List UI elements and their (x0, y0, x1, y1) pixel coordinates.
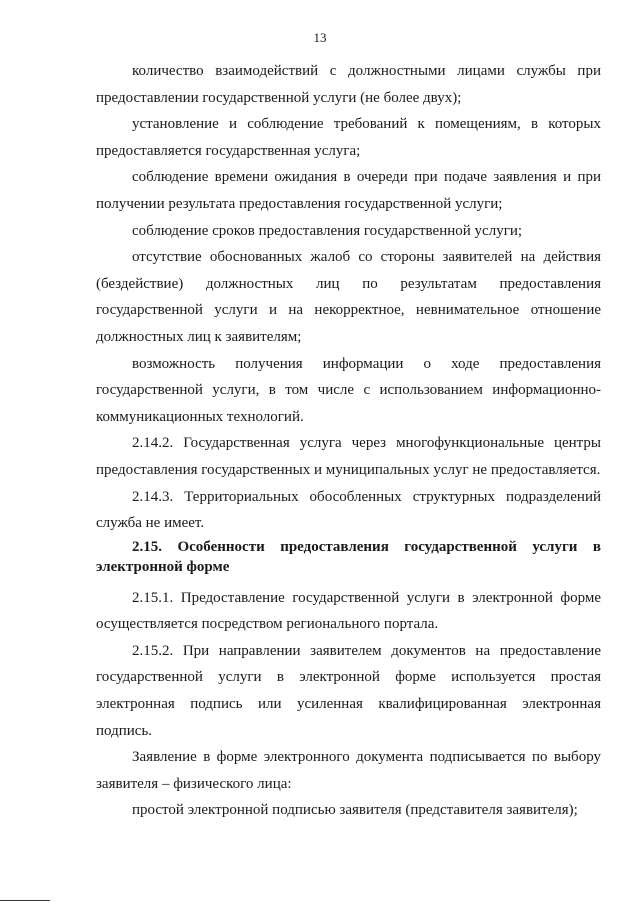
paragraph: 2.14.2. Государственная услуга через многофункциональные центры предоставления государственных и муниципальных услуг не предоставляется. (96, 435, 601, 478)
scan-edge-mark (0, 900, 50, 901)
paragraph: возможность получения информации о ходе предоставления государственной услуги, в том числе с использованием информационно-коммуникационных технологий. (96, 355, 601, 425)
paragraph: 2.14.3. Территориальных обособленных структурных подразделений служба не имеет. (96, 488, 601, 532)
paragraph: простой электронной подписью заявителя (представителя заявителя); (132, 802, 578, 819)
paragraph: 2.15.1. Предоставление государственной услуги в электронной форме осуществляется посредством регионального портала. (96, 589, 601, 633)
paragraph: Заявление в форме электронного документа подписывается по выбору заявителя – физического лица: (96, 749, 601, 792)
paragraph: 2.15.2. При направлении заявителем документов на предоставление государственной услуги в электронной форме используется простая электронная подпись или усиленная квалифицированная электронная подпись. (96, 642, 601, 739)
section-heading: 2.15. Особенности предоставления государственной услуги в электронной форме (96, 538, 601, 575)
document-body (96, 58, 601, 824)
paragraph: количество взаимодействий с должностными лицами службы при предоставлении государственной услуги (не более двух); (96, 63, 601, 106)
paragraph: установление и соблюдение требований к помещениям, в которых предоставляется государственная услуга; (96, 116, 601, 159)
paragraph: соблюдение времени ожидания в очереди при подаче заявления и при получении результата предоставления государственной услуги; (96, 169, 601, 212)
paragraph: отсутствие обоснованных жалоб со стороны заявителей на действия (бездействие) должностных лиц по результатам предоставления государственной услуги и на некорректное, невнимательное отношение должностных лиц к заявителям; (96, 249, 601, 345)
page-number: 13 (313, 30, 327, 45)
paragraph: соблюдение сроков предоставления государственной услуги; (132, 222, 523, 239)
